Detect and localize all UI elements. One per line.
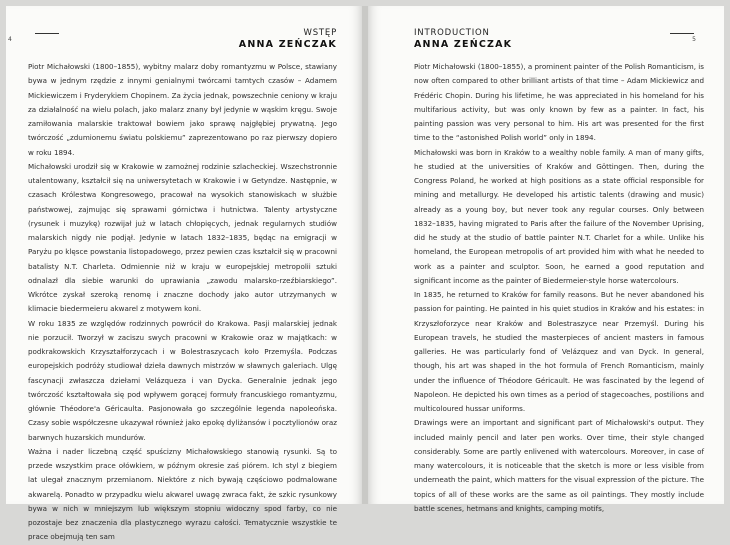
- section-kicker: INTRODUCTION: [414, 28, 490, 38]
- paragraph: Ważna i nader liczebną część spuścizny Michałowskiego stanowią rysunki. Są to przede wszystkim prace ołówkiem, w późnym okresie zaś piórem. Ich styl z biegiem lat ulegał znacznym przemianom. Niektóre z nich bywają częściowo podmalowane akwarelą. Ponadto w przypadku wielu akwarel uwagę zwraca fakt, że szkic rysunkowy bywa w nich w mniejszym lub większym stopniu widoczny spod farby, co nie pozostaje bez znaczenia dla plastycznego wyrazu całości. Tematycznie wszystkie te prace obejmują ten sam: [28, 446, 337, 542]
- page-number: 4: [8, 36, 12, 43]
- paragraph: Michałowski was born in Kraków to a wealthy noble family. A man of many gifts, he studied at the universities of Kraków and Göttingen. Then, during the Congress Poland, he worked at high positions as a state official responsible for mining and metallurgy. He developed his artistic talents (drawing and music) already as a young boy, but never took any regular courses. Only between 1832–1835, having migrated to Paris after the failure of the November Uprising, did he study at the studio of battle painter N.T. Charlet for a while. Unlike his homeland, the European metropolis of art provided him with what he needed to work as a painter and sculptor. Soon, he earned a good reputation and significant income as the painter of Biedermeier-style horse watercolours.: [414, 147, 704, 285]
- left-titles: [239, 28, 337, 50]
- right-body-text: [414, 60, 704, 516]
- paragraph: Piotr Michałowski (1800–1855), a prominent painter of the Polish Romanticism, is now often compared to other brilliant artists of that time – Adam Mickiewicz and Frédéric Chopin. During his lifetime, he was appreciated in his homeland for his multifarious activity, but was only known by few as a painter. In fact, his painting passion was very personal to him. His art was presented for the first time to the “astonished Polish world” only in 1894.: [414, 62, 704, 143]
- paragraph: Piotr Michałowski (1800–1855), wybitny malarz doby romantyzmu w Polsce, stawiany bywa w jednym rzędzie z innymi genialnymi twórcami tamtych czasów – Adamem Mickiewiczem i Fryderykiem Chopinem. Za życia jednak, powszechnie ceniony w kraju za działalność na wielu polach, jako malarz znany był jedynie w wąskim kręgu. Swoje zamiłowania malarskie traktował bowiem jako sprawę najgłębiej prywatną. Jego twórczość „zdumionemu światu polskiemu” zaprezentowano po raz pierwszy dopiero w roku 1894.: [28, 62, 337, 157]
- paragraph: In 1835, he returned to Kraków for family reasons. But he never abandoned his passion for painting. He painted in his quiet studios in Kraków and his estates: in Krzyszłoforzyce near Kraków and Bolestraszyce near Przemyśl. During his European travels, he studied the masterpieces of ancient masters in famous galleries. He was particularly fond of Velázquez and van Dyck. In general, though, his art was shaped in the hot formula of French Romanticism, mainly under the influence of Théodore Géricault. He was fascinated by the legend of Napoleon. He depicted his own times as a period of stagecoaches, postilions and multicoloured hussar uniforms.: [414, 290, 704, 413]
- header-rule: [35, 33, 59, 34]
- header-rule: [670, 33, 694, 34]
- right-titles: [414, 28, 512, 50]
- page-number: 5: [692, 36, 696, 43]
- left-page: [6, 6, 362, 542]
- paragraph: W roku 1835 ze względów rodzinnych powrócił do Krakowa. Pasji malarskiej jednak nie porzucił. Tworzył w zaciszu swych pracowni w Krakowie oraz w majątkach: w podkrakowskich Krzyształforzycach i w Bolestraszycach koło Przemyśla. Podczas europejskich podróży studiował dzieła dawnych mistrzów w sławnych galeriach. Ulgę fascynacji zwłaszcza dziełami Velázqueza i van Dycka. Generalnie jednak jego twórczość kształtowała się pod wpływem gorącej formuły francuskiego romantyzmu, głównie Théodore'a Géricaulta. Pasjonowała go szczególnie legenda napoleońska. Czasy sobie współczesne ukazywał również jako epokę dyliżansów i pocztylionów oraz barwnych huzarskich mundurów.: [28, 318, 337, 442]
- paragraph: Drawings were an important and significant part of Michałowski's output. They included mainly pencil and later pen works. Over time, their style changed considerably. Some are partly enlivened with watercolours. Moreover, in case of many watercolours, it is noticeable that the sketch is more or less visible from underneath the paint, which matters for the visual expression of the picture. The topics of all of these works are the same as oil paintings. They mostly include battle scenes, hetmans and knights, camping motifs,: [414, 418, 704, 513]
- paragraph: Michałowski urodził się w Krakowie w zamożnej rodzinie szlacheckiej. Wszechstronnie utalentowany, kształcił się na uniwersytetach w Krakowie i w Getyndze. Następnie, w czasach Królestwa Kongresowego, pracował na wysokich stanowiskach w służbie państwowej, zajmując się sprawami górnictwa i hutnictwa. Talenty artystyczne (rysunek i muzykę) rozwijał już w latach chłopięcych, jednak regularnych studiów malarskich nigdy nie podjął. Jedynie w latach 1832–1835, będąc na emigracji w Paryżu po klęsce powstania listopadowego, przez pewien czas kształcił się w pracowni batalisty N.T. Charleta. Odmiennie niż w kraju w europejskiej metropolii sztuki odnalazł dla siebie warunki do uprawiania „zawodu malarsko-rzeźbiarskiego”. Wkrótce zyskał szeroką renomę i znaczne dochody jako autor utrzymanych w klimacie biedermeieru akwarel z motywem koni.: [28, 161, 337, 314]
- left-body-text: [28, 60, 337, 545]
- section-kicker: WSTĘP: [303, 28, 337, 38]
- author-name: ANNA ZEŃCZAK: [414, 39, 513, 50]
- author-name: ANNA ZEŃCZAK: [238, 39, 337, 50]
- right-page: [368, 6, 724, 513]
